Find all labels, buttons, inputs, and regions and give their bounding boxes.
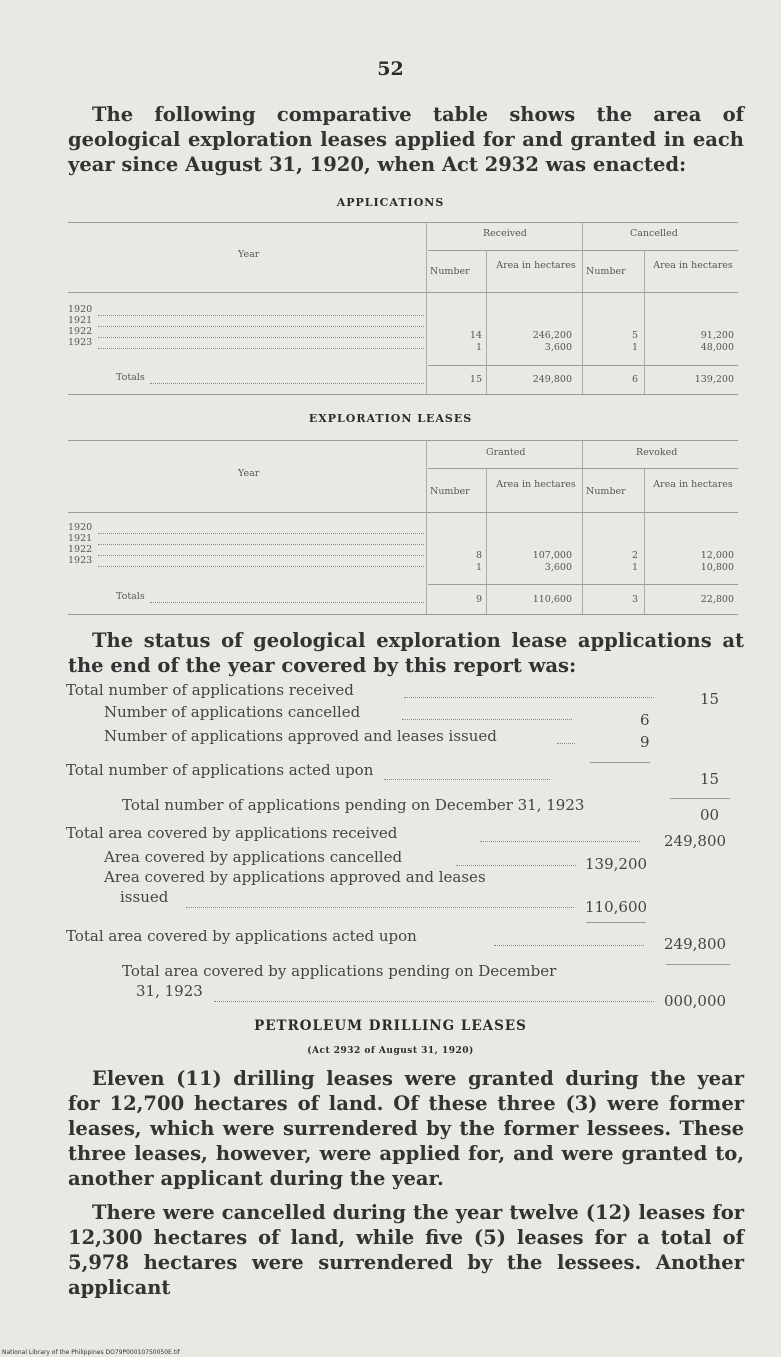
granted-area-header: Area in hectares [496, 479, 576, 490]
table-cell: 22,800 [700, 594, 734, 605]
year-cell: 1920 [68, 522, 93, 533]
year-cell: 1922 [68, 326, 93, 337]
exploration-heading: EXPLORATION LEASES [308, 412, 473, 425]
table-cell: 1 [631, 562, 638, 573]
totals-label: Totals [116, 372, 145, 383]
table-cell: 110,600 [532, 594, 572, 605]
status-value: 249,800 [664, 832, 727, 850]
petroleum-heading: PETROLEUM DRILLING LEASES [254, 1018, 527, 1034]
petroleum-paragraph-2: There were cancelled during the year twelve (12) leases for 12,300 hectares of land, while five (5) leases for a total of 5,978 hectares were surrendered by the lessees. Another applicant [68, 1201, 744, 1299]
status-value: 139,200 [585, 855, 648, 873]
year-cell: 1923 [68, 337, 93, 348]
year-cell: 1923 [68, 555, 93, 566]
status-value: 6 [640, 711, 650, 729]
cancelled-number-header: Number [586, 266, 626, 277]
table-cell: 91,200 [700, 330, 734, 341]
scan-footer: National Library of the Philippines DO79P00010750050E.tif [2, 1349, 180, 1356]
received-area-header: Area in hectares [496, 260, 576, 271]
cancelled-area-header: Area in hectares [653, 260, 733, 271]
table-cell: 12,000 [700, 550, 734, 561]
totals-label: Totals [116, 591, 145, 602]
table-cell: 3,600 [544, 562, 572, 573]
status-label: Total number of applications received [66, 681, 354, 699]
intro-paragraph: The following comparative table shows the area of geological exploration leases applied for and granted in each year since August 31, 1920, when Act 2932 was enacted: [68, 103, 744, 176]
table-cell: 14 [469, 330, 482, 341]
status-value: 9 [640, 733, 650, 751]
revoked-header: Revoked [636, 447, 678, 458]
granted-header: Granted [486, 447, 526, 458]
granted-number-header: Number [430, 486, 470, 497]
exploration-year-header: Year [238, 468, 260, 479]
table-cell: 249,800 [532, 374, 572, 385]
status-label: issued [120, 888, 169, 906]
applications-year-header: Year [238, 249, 260, 260]
status-label: Total area covered by applications pending on December [122, 962, 557, 980]
status-value: 15 [700, 690, 720, 708]
table-cell: 139,200 [694, 374, 734, 385]
table-cell: 5 [631, 330, 638, 341]
received-header: Received [483, 228, 527, 239]
table-cell: 10,800 [700, 562, 734, 573]
status-label: Total area covered by applications received [66, 824, 398, 842]
table-cell: 107,000 [532, 550, 572, 561]
table-cell: 15 [469, 374, 482, 385]
status-value: 110,600 [585, 898, 648, 916]
status-label: Number of applications cancelled [104, 703, 361, 721]
table-cell: 3,600 [544, 342, 572, 353]
table-cell: 1 [475, 342, 482, 353]
petroleum-subheading: (Act 2932 of August 31, 1920) [307, 1046, 474, 1056]
table-cell: 3 [631, 594, 638, 605]
page-number: 52 [377, 58, 404, 80]
cancelled-header: Cancelled [630, 228, 678, 239]
revoked-number-header: Number [586, 486, 626, 497]
status-label: Total area covered by applications acted upon [66, 927, 417, 945]
table-cell: 9 [475, 594, 482, 605]
status-label: Total number of applications acted upon [66, 761, 374, 779]
petroleum-paragraph-1: Eleven (11) drilling leases were granted during the year for 12,700 hectares of land. Of these three (3) were former leases, which were surrendered by the former lessees. These three leases, however, were applied for, and were granted to, another applicant during the year. [68, 1067, 744, 1190]
year-cell: 1921 [68, 533, 93, 544]
status-intro: The status of geological exploration lease applications at the end of the year covered by this report was: [68, 629, 744, 677]
year-cell: 1921 [68, 315, 93, 326]
year-cell: 1920 [68, 304, 93, 315]
status-label: Number of applications approved and leases issued [104, 727, 497, 745]
table-cell: 246,200 [532, 330, 572, 341]
status-value: 249,800 [664, 935, 727, 953]
status-label: 31, 1923 [136, 982, 203, 1000]
applications-heading: APPLICATIONS [336, 196, 445, 209]
status-value: 00 [700, 806, 720, 824]
table-cell: 48,000 [700, 342, 734, 353]
received-number-header: Number [430, 266, 470, 277]
status-label: Area covered by applications cancelled [104, 848, 403, 866]
table-cell: 2 [631, 550, 638, 561]
revoked-area-header: Area in hectares [653, 479, 733, 490]
status-value: 000,000 [664, 992, 727, 1010]
year-cell: 1922 [68, 544, 93, 555]
status-label: Area covered by applications approved and leases [104, 868, 486, 886]
table-cell: 1 [631, 342, 638, 353]
table-cell: 8 [475, 550, 482, 561]
table-cell: 1 [475, 562, 482, 573]
status-label: Total number of applications pending on December 31, 1923 [122, 796, 585, 814]
table-cell: 6 [631, 374, 638, 385]
status-value: 15 [700, 770, 720, 788]
